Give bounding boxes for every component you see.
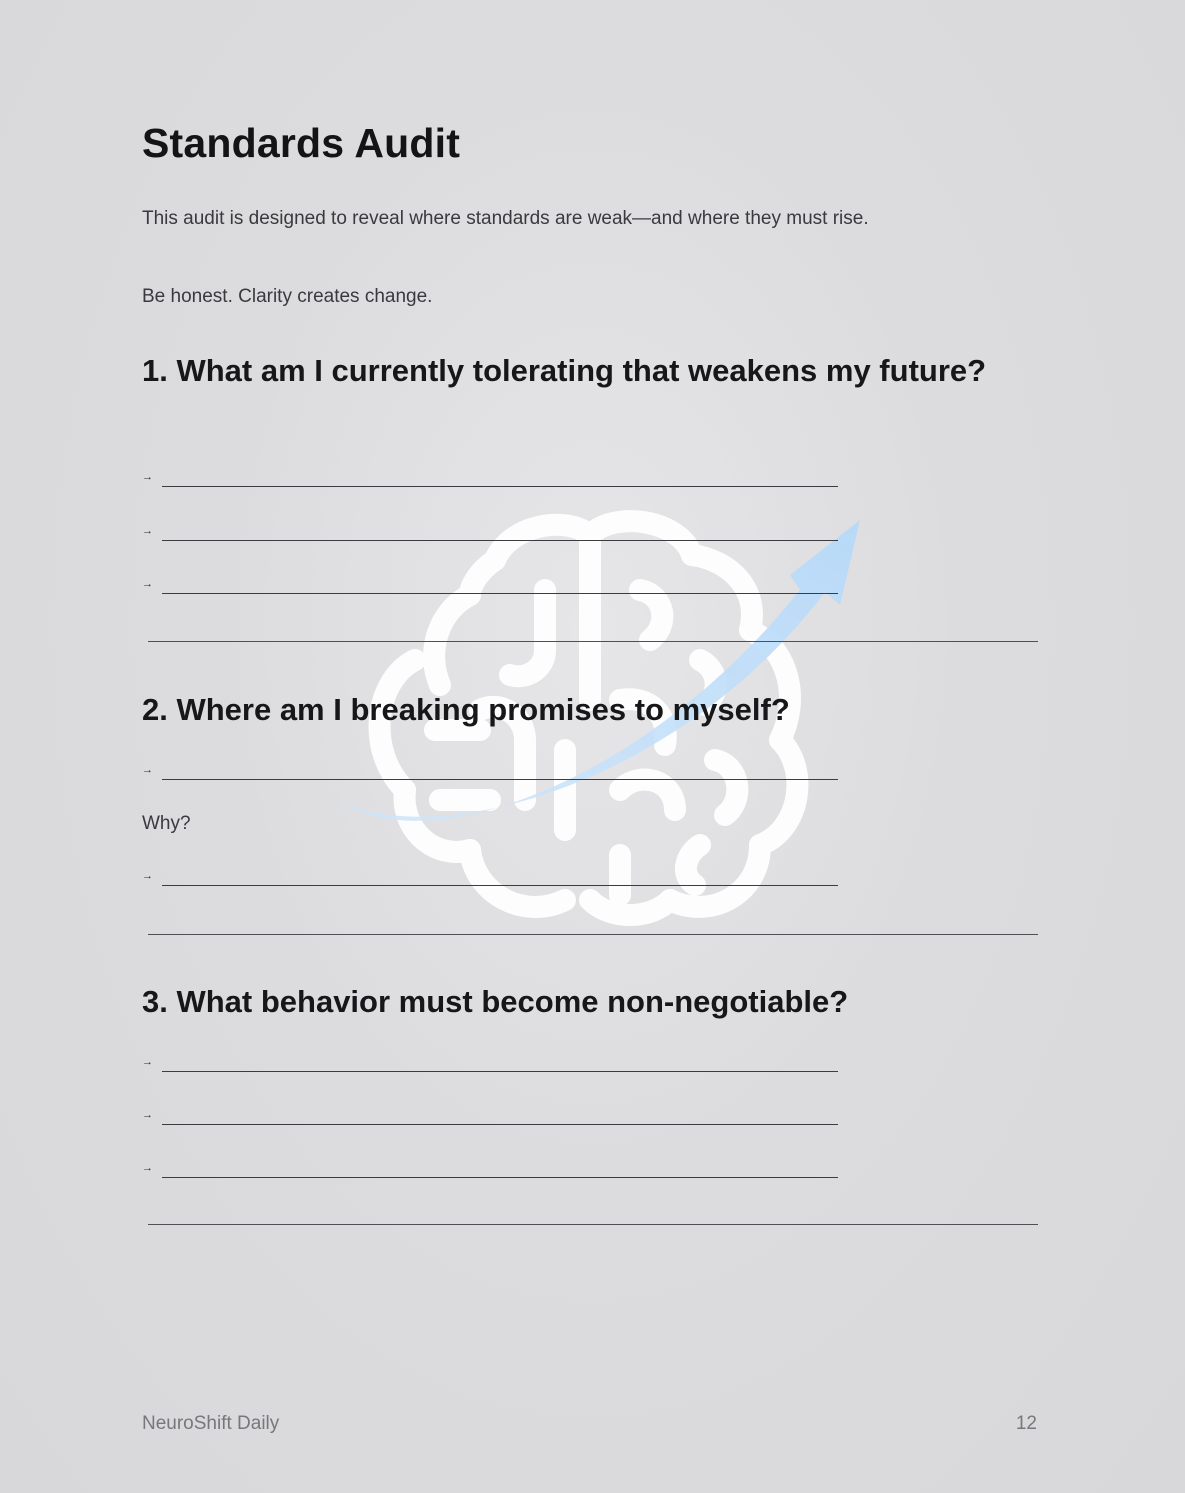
question-2-heading: 2. Where am I breaking promises to myself? bbox=[142, 692, 790, 727]
answer-line[interactable] bbox=[142, 525, 842, 545]
arrow-icon: → bbox=[142, 764, 153, 776]
section-divider bbox=[148, 934, 1038, 935]
intro-subtext: Be honest. Clarity creates change. bbox=[142, 286, 433, 307]
arrow-icon: → bbox=[142, 471, 153, 483]
answer-line[interactable] bbox=[142, 578, 842, 598]
question-3-heading: 3. What behavior must become non-negotiable? bbox=[142, 984, 849, 1019]
answer-line[interactable] bbox=[142, 1056, 842, 1076]
answer-line[interactable] bbox=[142, 1162, 842, 1182]
write-line bbox=[162, 1124, 838, 1125]
answer-line[interactable] bbox=[142, 471, 842, 491]
intro-text: This audit is designed to reveal where standards are weak—and where they must rise. bbox=[142, 208, 869, 229]
page-number: 12 bbox=[1015, 1413, 1037, 1434]
write-line bbox=[162, 1071, 838, 1072]
arrow-icon: → bbox=[142, 1162, 153, 1174]
answer-line[interactable] bbox=[142, 870, 842, 890]
write-line bbox=[162, 885, 838, 886]
write-line bbox=[162, 540, 838, 541]
footer-brand: NeuroShift Daily bbox=[142, 1413, 280, 1434]
write-line bbox=[162, 779, 838, 780]
arrow-icon: → bbox=[142, 1109, 153, 1121]
page-title: Standards Audit bbox=[142, 120, 461, 166]
why-label: Why? bbox=[142, 813, 191, 834]
answer-line[interactable] bbox=[142, 1109, 842, 1129]
section-divider bbox=[148, 1224, 1038, 1225]
answer-line[interactable] bbox=[142, 764, 842, 784]
question-1-heading: 1. What am I currently tolerating that weakens my future? bbox=[142, 353, 987, 388]
section-divider bbox=[148, 641, 1038, 642]
arrow-icon: → bbox=[142, 870, 153, 882]
arrow-icon: → bbox=[142, 578, 153, 590]
write-line bbox=[162, 593, 838, 594]
write-line bbox=[162, 486, 838, 487]
arrow-icon: → bbox=[142, 1056, 153, 1068]
write-line bbox=[162, 1177, 838, 1178]
arrow-icon: → bbox=[142, 525, 153, 537]
